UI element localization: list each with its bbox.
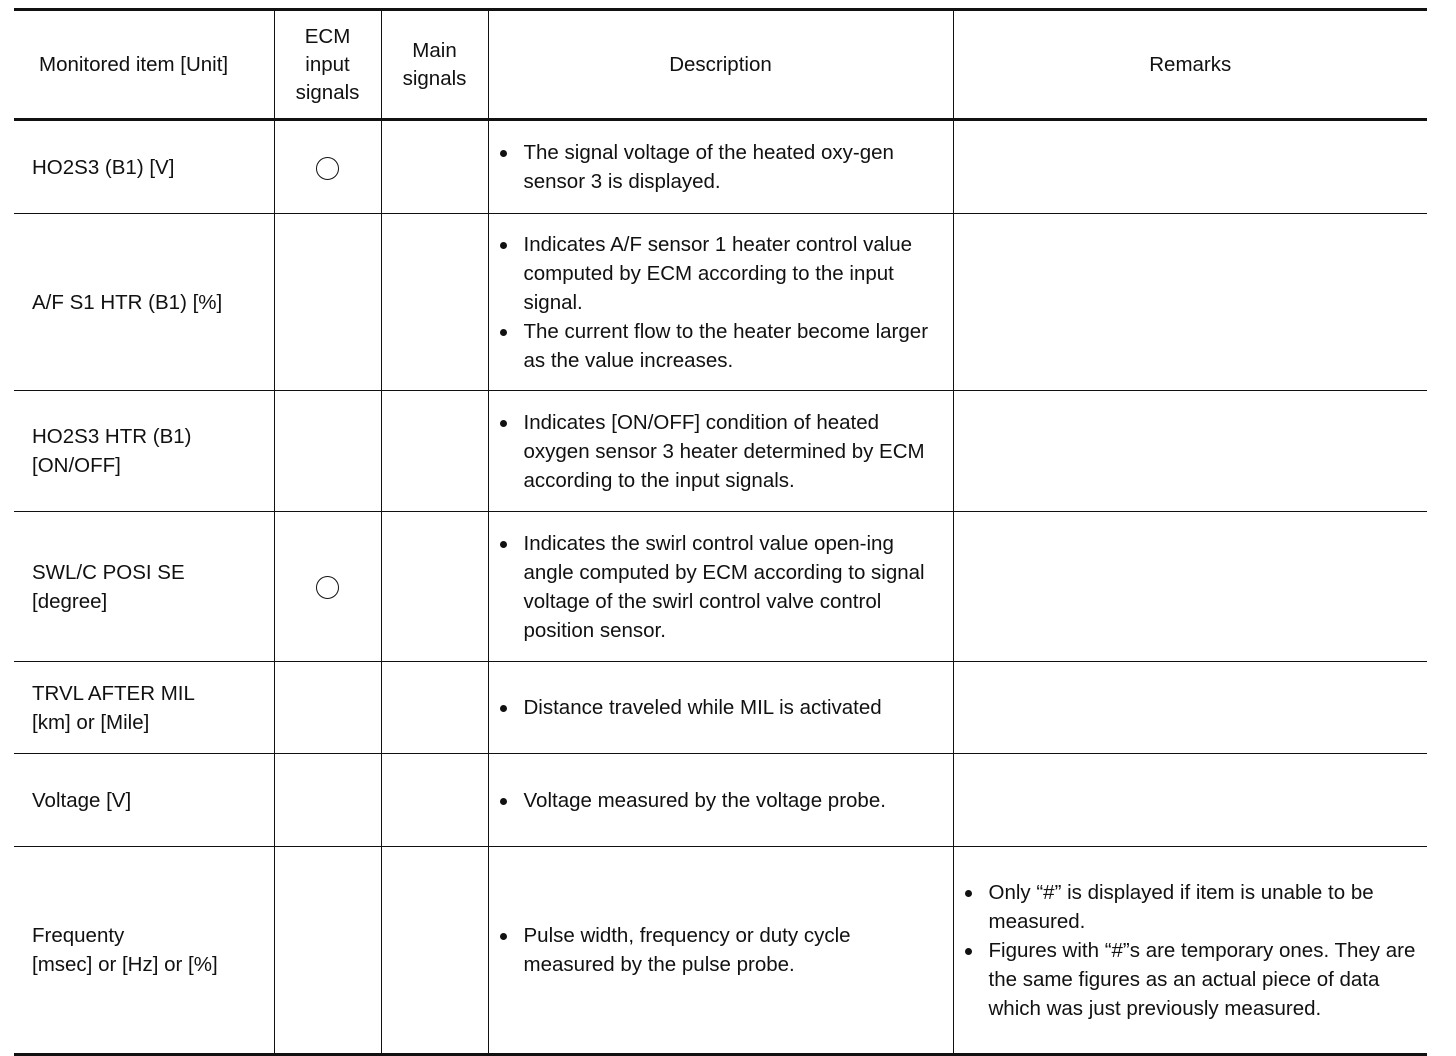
table-row bbox=[14, 512, 1427, 662]
main-signals-cell bbox=[381, 391, 488, 512]
remarks-cell bbox=[953, 662, 1427, 754]
monitored-item-cell: Frequenty [msec] or [Hz] or [%] bbox=[14, 847, 274, 1055]
table-header-row bbox=[14, 10, 1427, 120]
monitored-item-cell: Voltage [V] bbox=[14, 754, 274, 847]
table-row bbox=[14, 754, 1427, 847]
ecm-input-cell bbox=[274, 847, 381, 1055]
ecm-input-circle-icon bbox=[316, 576, 339, 599]
description-bullet: Indicates the swirl control value open-ing angle computed by ECM according to signal voltage of the swirl control valve control position sensor. bbox=[497, 529, 943, 645]
table-row bbox=[14, 391, 1427, 512]
description-bullet: Distance traveled while MIL is activated bbox=[497, 693, 943, 722]
description-bullet: Indicates [ON/OFF] condition of heated oxygen sensor 3 heater determined by ECM according to the input signals. bbox=[497, 408, 943, 495]
monitored-item-cell: SWL/C POSI SE [degree] bbox=[14, 512, 274, 662]
description-cell bbox=[488, 391, 953, 512]
ecm-input-cell bbox=[274, 214, 381, 391]
description-cell bbox=[488, 847, 953, 1055]
remarks-bullet: Only “#” is displayed if item is unable to be measured. bbox=[962, 878, 1418, 936]
table-row bbox=[14, 662, 1427, 754]
remarks-cell bbox=[953, 754, 1427, 847]
header-ecm-input-signals: ECM input signals bbox=[274, 10, 381, 120]
monitored-item-cell: TRVL AFTER MIL [km] or [Mile] bbox=[14, 662, 274, 754]
main-signals-cell bbox=[381, 754, 488, 847]
ecm-input-cell bbox=[274, 512, 381, 662]
description-cell bbox=[488, 662, 953, 754]
ecm-input-circle-icon bbox=[316, 157, 339, 180]
description-bullet: Indicates A/F sensor 1 heater control value computed by ECM according to the input signal. bbox=[497, 230, 943, 317]
description-cell bbox=[488, 214, 953, 391]
main-signals-cell bbox=[381, 214, 488, 391]
description-bullet: The current flow to the heater become larger as the value increases. bbox=[497, 317, 943, 375]
header-description: Description bbox=[488, 10, 953, 120]
table-row bbox=[14, 214, 1427, 391]
remarks-cell bbox=[953, 847, 1427, 1055]
monitored-item-cell: HO2S3 (B1) [V] bbox=[14, 120, 274, 214]
description-bullet: The signal voltage of the heated oxy-gen sensor 3 is displayed. bbox=[497, 138, 943, 196]
monitor-items-table bbox=[14, 8, 1427, 1056]
remarks-bullet: Figures with “#”s are temporary ones. They are the same figures as an actual piece of data which was just previously measured. bbox=[962, 936, 1418, 1023]
description-cell bbox=[488, 512, 953, 662]
monitored-item-cell: A/F S1 HTR (B1) [%] bbox=[14, 214, 274, 391]
header-monitored-item: Monitored item [Unit] bbox=[14, 10, 274, 120]
ecm-input-cell bbox=[274, 391, 381, 512]
description-bullet: Pulse width, frequency or duty cycle measured by the pulse probe. bbox=[497, 921, 943, 979]
description-cell bbox=[488, 120, 953, 214]
header-main-signals: Main signals bbox=[381, 10, 488, 120]
remarks-cell bbox=[953, 120, 1427, 214]
main-signals-cell bbox=[381, 662, 488, 754]
monitored-item-cell: HO2S3 HTR (B1) [ON/OFF] bbox=[14, 391, 274, 512]
main-signals-cell bbox=[381, 512, 488, 662]
remarks-cell bbox=[953, 214, 1427, 391]
description-bullet: Voltage measured by the voltage probe. bbox=[497, 786, 943, 815]
main-signals-cell bbox=[381, 120, 488, 214]
description-cell bbox=[488, 754, 953, 847]
ecm-input-cell bbox=[274, 662, 381, 754]
table-row bbox=[14, 847, 1427, 1055]
remarks-cell bbox=[953, 391, 1427, 512]
ecm-input-cell bbox=[274, 120, 381, 214]
header-remarks: Remarks bbox=[953, 10, 1427, 120]
ecm-input-cell bbox=[274, 754, 381, 847]
table-row bbox=[14, 120, 1427, 214]
main-signals-cell bbox=[381, 847, 488, 1055]
remarks-cell bbox=[953, 512, 1427, 662]
